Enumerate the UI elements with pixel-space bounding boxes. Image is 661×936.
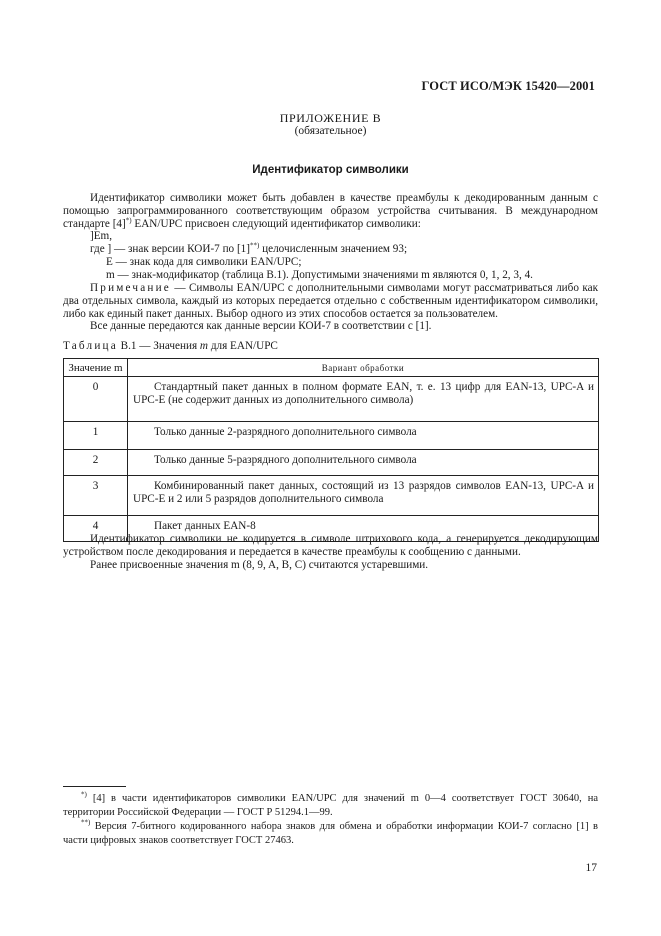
row-description-text: Комбинированный пакет данных, состоящий из 13 разрядов символов EAN-13, UPC-A и UPC-E и 2 или 5 разрядов дополнительного символа [133, 480, 594, 505]
appendix-type: (обязательное) [294, 125, 367, 137]
row-description [128, 377, 599, 422]
appendix-title: ПРИЛОЖЕНИЕ В [279, 111, 382, 125]
column-header-value: Значение m [64, 359, 128, 377]
row-value: 4 [64, 516, 128, 542]
after-table-text-2: Ранее присвоенные значения m (8, 9, A, B, C) считаются устаревшими. [90, 559, 429, 571]
where-tail: целочисленным значением 93; [259, 243, 408, 255]
row-description [128, 476, 599, 516]
row-value: 2 [64, 450, 128, 476]
footnote-1-mark: *) [81, 790, 87, 799]
row-value: 0 [64, 377, 128, 422]
row-description-text: Только данные 2-разрядного дополнительного символа [154, 426, 417, 438]
table-row [64, 476, 599, 516]
table-row [64, 377, 599, 422]
table-caption-m: m [199, 340, 209, 352]
footnote-divider [63, 786, 126, 787]
table-caption-tail: для EAN/UPC [208, 340, 278, 352]
footnote-ref-2: **) [250, 241, 260, 250]
note-paragraph [63, 282, 598, 320]
e-definition: E — знак кода для символики EAN/UPC; [106, 256, 302, 268]
row-description-text: Пакет данных EAN-8 [154, 520, 256, 532]
after-table-text-1: Идентификатор символики не кодируется в символе штрихового кода, а генерируется декодирующим устройством после декодирования и передается в качестве преамбулы к сообщению с данными. [63, 533, 598, 558]
section-title: Идентификатор символики [252, 164, 409, 176]
intro-tail: EAN/UPC присвоен следующий идентификатор символики: [131, 217, 421, 230]
table-row [64, 450, 599, 476]
page-number: 17 [585, 862, 597, 874]
row-description [128, 450, 599, 476]
koi-paragraph [63, 320, 598, 333]
row-description-text: Стандартный пакет данных в полном формате EAN, т. е. 13 цифр для EAN-13, UPC-A и UPC-E (не содержит данных из дополнительного символа) [133, 381, 594, 406]
table-caption [63, 340, 278, 352]
table-row [64, 422, 599, 450]
row-description [128, 422, 599, 450]
row-value: 3 [64, 476, 128, 516]
modifier-values-table [63, 358, 599, 542]
table-caption-number: В.1 — Значения [117, 340, 200, 352]
row-value: 1 [64, 422, 128, 450]
intro-text: Идентификатор символики может быть добавлен в качестве преамбулы к декодированным данным с помощью запрограммированного соответствующим образом устройства считывания. В международном стандарте [4] [63, 192, 598, 230]
m-definition: m — знак-модификатор (таблица В.1). Допустимыми значениями m являются 0, 1, 2, 3, 4. [106, 269, 533, 281]
footnote-1 [63, 792, 598, 819]
footnote-2 [63, 820, 598, 847]
identifier-format: ]Em, [90, 230, 113, 242]
document-code: ГОСТ ИСО/МЭК 15420—2001 [421, 79, 595, 93]
note-label: Примечание [90, 282, 171, 294]
after-table-paragraph-2 [63, 559, 598, 572]
footnote-2-mark: **) [81, 818, 91, 827]
intro-paragraph [63, 192, 598, 230]
note-text: — Символы EAN/UPC с дополнительными символами могут рассматриваться либо как два отдельных символа, каждый из которых передается отдельно с собственным идентификатором символики, либо как единый пакет данных. Выбор одного из этих способов остается за пользователем. [63, 282, 598, 320]
after-table-paragraph-1 [63, 533, 598, 559]
footnote-ref-1: *) [125, 215, 132, 224]
row-description-text: Только данные 5-разрядного дополнительного символа [154, 454, 417, 466]
table-caption-label: Таблица [63, 340, 118, 352]
column-header-processing: Вариант обработки [128, 359, 599, 377]
footnote-1-text: [4] в части идентификаторов символики EAN/UPC для значений m 0—4 соответствует ГОСТ 30640, на территории Российской Федерации — ГОСТ Р 51294.1—99. [63, 793, 598, 818]
footnote-2-text: Версия 7-битного кодированного набора знаков для обмена и обработки информации КОИ-7 согласно [1] в части цифровых знаков соответствует ГОСТ 27463. [63, 821, 598, 846]
where-prefix: где ] — знак версии КОИ-7 по [1] [90, 243, 250, 255]
where-clause [90, 243, 407, 256]
table-header-row [64, 359, 599, 377]
koi-text: Все данные передаются как данные версии КОИ-7 в соответствии с [1]. [90, 320, 432, 332]
